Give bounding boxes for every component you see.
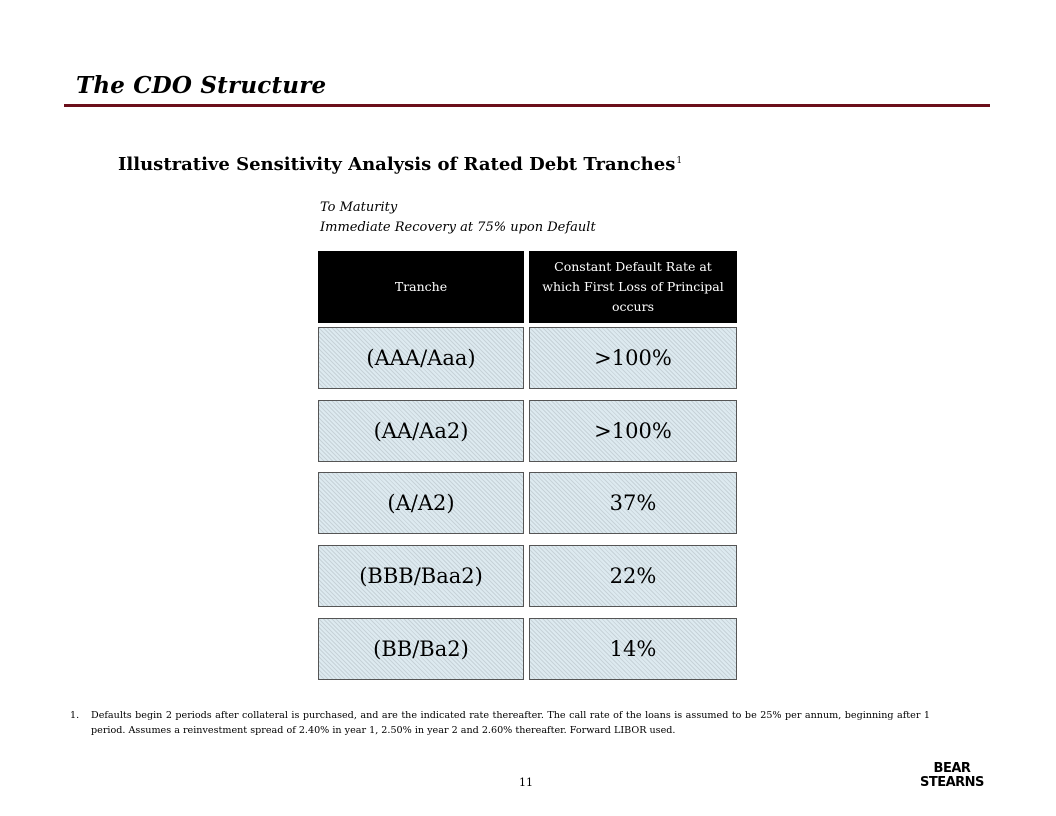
default-rate-cell: 22% [529,545,737,607]
tranche-cell: (A/A2) [318,472,524,534]
default-rate-cell: >100% [529,327,737,389]
default-rate-cell: 14% [529,618,737,680]
page-number: 11 [519,776,533,789]
default-rate-cell: 37% [529,472,737,534]
subtitle-text: Illustrative Sensitivity Analysis of Rated Debt Tranches [118,154,676,175]
column-header-default-rate: Constant Default Rate at which First Loss of Principal occurs [529,251,737,323]
logo-line-2: STEARNS [920,775,984,790]
tranche-cell: (BBB/Baa2) [318,545,524,607]
logo-line-1: BEAR [933,761,971,776]
table-row [318,545,737,607]
table-row [318,327,737,389]
chart-subtitle [118,154,682,175]
table-row [318,472,737,534]
tranche-cell: (AAA/Aaa) [318,327,524,389]
footnote [70,708,930,738]
column-header-tranche: Tranche [318,251,524,323]
page-title: The CDO Structure [76,72,327,99]
tranche-cell: (BB/Ba2) [318,618,524,680]
bear-stearns-logo [920,762,984,790]
default-rate-cell: >100% [529,400,737,462]
assumption-recovery: Immediate Recovery at 75% upon Default [320,220,596,235]
table-row [318,400,737,462]
footnote-number: 1. [70,710,80,721]
footnote-marker: 1 [676,156,683,166]
tranche-cell: (AA/Aa2) [318,400,524,462]
footnote-text: Defaults begin 2 periods after collateral is purchased, and are the indicated rate thereafter. The call rate of the loans is assumed to be 25% per annum, beginning after 1 period. Assumes a reinvestment spread of 2.40% in year 1, 2.50% in year 2 and 2.60% thereafter. Forward LIBOR used. [91,710,930,736]
title-divider [64,104,990,107]
assumption-maturity: To Maturity [320,200,398,215]
table-row [318,618,737,680]
